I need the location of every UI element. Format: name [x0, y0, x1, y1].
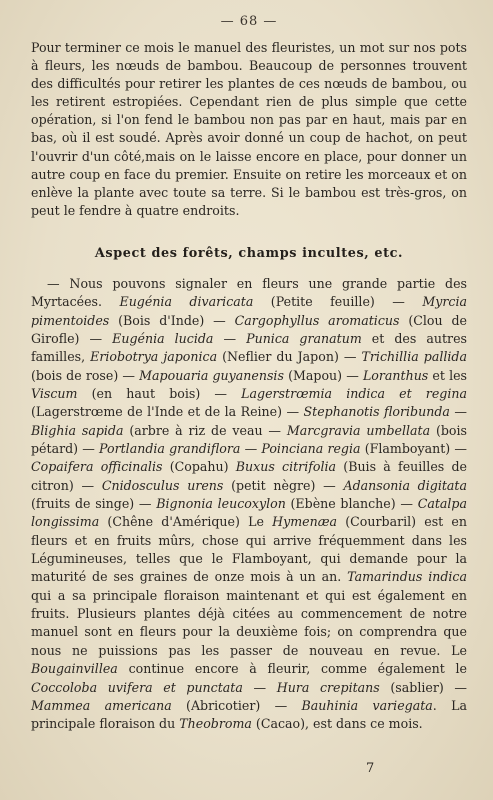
text-run: (Bois d'Inde) — [109, 312, 235, 328]
species-name: Trichillia pallida [361, 349, 467, 365]
species-name: Viscum [31, 386, 78, 401]
text-run: qui a sa principale floraison maintenant et qui est également en fruits. Plusieurs plantes déjà citées au commencement de notre manuel sont en fleurs pour la deuxième fois; on comprendra que nous ne puissions pas les passer de nouveau en revue. Le [31, 587, 467, 658]
species-name: Marcgravia umbellata [286, 422, 431, 438]
species-name: Bougainvillea [31, 661, 118, 677]
species-name: Punica granatum [246, 330, 362, 346]
species-name: Poinciana regia [261, 441, 361, 457]
species-name: Hura crepitans [276, 679, 380, 695]
text-run: (Cacao), est dans ce mois. [251, 716, 423, 732]
text-run: (Ebène blanche) — [285, 496, 418, 512]
text-run: (bois de rose) — [31, 367, 140, 383]
page-number: — 68 — [220, 14, 278, 29]
species-name: Cargophyllus aromaticus [234, 312, 400, 328]
species-name: Copaifera officinalis [31, 459, 163, 475]
text-run: (bois pétard) — [31, 422, 467, 457]
species-name: Stephanotis floribunda [303, 404, 450, 420]
text-run: (petit nègre) — [223, 477, 344, 493]
species-name: Theobroma [179, 716, 252, 732]
text-run: — [242, 679, 277, 695]
text-run: (Clou de Girofle) — [31, 312, 467, 346]
species-name: Mapouaria guyanensis [139, 367, 284, 383]
species-name: Loranthus [362, 367, 429, 383]
text-run: (Buis à feuilles de citron) — [31, 459, 468, 493]
species-name: Myrcia pimentoides [31, 294, 467, 328]
text-run: (Flamboyant) — [360, 441, 467, 457]
species-name: Catalpa longissima [31, 496, 467, 530]
text-run: — [240, 441, 262, 457]
species-name: Eugénia lucida [112, 330, 214, 346]
species-name: Bauhinia variegata [301, 697, 433, 713]
text-run: — [449, 404, 467, 420]
species-name: Eugénia divaricata [119, 294, 254, 310]
text-run: (fruits de singe) — [31, 496, 157, 512]
text-run: (en haut bois) — [77, 386, 242, 401]
text-run: (Petite feuille) — [253, 294, 423, 310]
text-run: . La principale floraison du [31, 697, 467, 732]
text-run: continue encore à fleurir, comme également le [117, 661, 467, 677]
species-name: Tamarindus indica [347, 569, 467, 585]
text-run: (Copahu) [162, 459, 236, 475]
second-paragraph [31, 275, 467, 734]
text-run: (sablier) — [379, 679, 467, 695]
species-name: Mammea americana [31, 697, 172, 713]
text-run: (Chêne d'Amérique) Le [99, 514, 273, 530]
text-run: — Nous pouvons signaler en fleurs une grande partie des Myrtacées. [31, 275, 467, 310]
text-run: (arbre à riz de veau — [123, 422, 287, 438]
species-name: Cnidosculus urens [101, 477, 224, 493]
species-name: Portlandia grandiflora [99, 441, 241, 457]
text-run: — [213, 330, 247, 346]
species-name: Eriobotrya japonica [90, 349, 218, 365]
text-run: (Lagerstrœme de l'Inde et de la Reine) — [31, 404, 304, 420]
species-name: Buxus citrifolia [235, 459, 337, 475]
signature-mark: 7 [366, 761, 375, 776]
species-name: Blighia sapida [31, 422, 124, 438]
text-run: (Courbaril) est en fleurs et en fruits mûrs, chose qui arrive fréquemment dans les Légumineuses, telles que le Flamboyant, qui demande pour la maturité de ses graines de onze mois à un an. [31, 514, 467, 585]
species-name: Bignonia leucoxylon [156, 496, 286, 512]
species-name: Hymenæa [272, 514, 338, 530]
species-name: Coccoloba uvifera et punctata [31, 679, 243, 695]
text-run: et des autres familles, [31, 330, 467, 365]
species-name: Adansonia digitata [343, 477, 467, 493]
species-name: Lagerstrœmia indica et regina [241, 386, 467, 401]
first-paragraph: Pour terminer ce mois le manuel des fleuristes, un mot sur nos pots à fleurs, les nœuds de bambou. Beaucoup de personnes trouvent des difficultés pour retirer les plantes de ces nœuds de bambou, ou les retirent estropiées. Cependant rien de plus simple que cette opération, si l'on fend le bambou non pas par en haut, mais par en bas, où il est soudé. Après avoir donné un coup de hachot, on peut l'ouvrir d'un côté,mais on le laisse encore en place, pour donner un autre coup en face du premier. Ensuite on retire les morceaux et on enlève la plante avec toute sa terre. Si le bambou est très-gros, on peut le fendre à quatre endroits. [31, 40, 467, 218]
text-run: (Mapou) — [283, 367, 363, 383]
text-run: (Neflier du Japon) — [217, 349, 362, 365]
text-run: (Abricotier) — [171, 697, 302, 713]
text-run: et les [428, 367, 468, 383]
section-heading: Aspect des forêts, champs incultes, etc. [94, 245, 404, 261]
